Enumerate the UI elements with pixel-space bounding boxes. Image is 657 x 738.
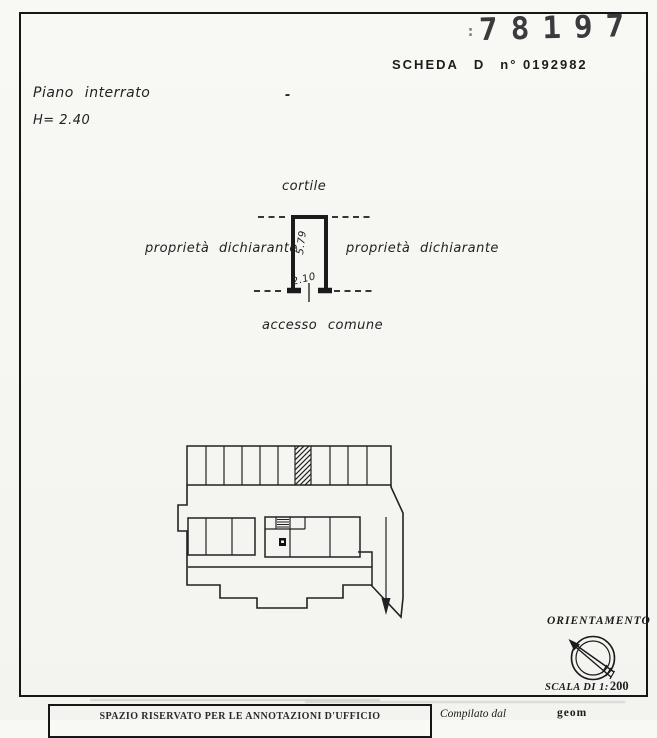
page-border xyxy=(19,12,648,697)
stamp-mark: : xyxy=(466,22,476,40)
scheda-header xyxy=(392,57,588,72)
orientation-title: ORIENTAMENTO xyxy=(547,615,651,627)
scheda-number: n° 0192982 xyxy=(500,57,588,72)
floor-label: Piano interrato xyxy=(33,85,151,101)
scale-value: 200 xyxy=(609,679,629,693)
courtyard-label: cortile xyxy=(282,179,327,194)
scale-line xyxy=(545,679,629,694)
scale-label: SCALA DI 1: xyxy=(545,682,609,693)
compiled-by-label: Compilato dal xyxy=(440,708,507,720)
stamp-number: 78197 xyxy=(478,7,638,49)
compiled-by-value: geom xyxy=(557,707,588,719)
width-dimension: 2.10 xyxy=(290,271,318,288)
depth-dimension: 5.79 xyxy=(295,229,309,256)
annotations-title: SPAZIO RISERVATO PER LE ANNOTAZIONI D'UFFICIO xyxy=(99,711,381,722)
scheda-label: SCHEDA xyxy=(392,57,459,72)
separator-dash: - xyxy=(285,88,291,103)
scan-streak xyxy=(305,701,625,703)
height-label: H= 2.40 xyxy=(33,113,91,128)
left-owner-label: proprietà dichiarante xyxy=(145,241,298,256)
scheda-letter: D xyxy=(473,57,486,72)
right-owner-label: proprietà dichiarante xyxy=(346,241,499,256)
common-access-label: accesso comune xyxy=(262,318,384,333)
annotations-box xyxy=(48,704,432,738)
